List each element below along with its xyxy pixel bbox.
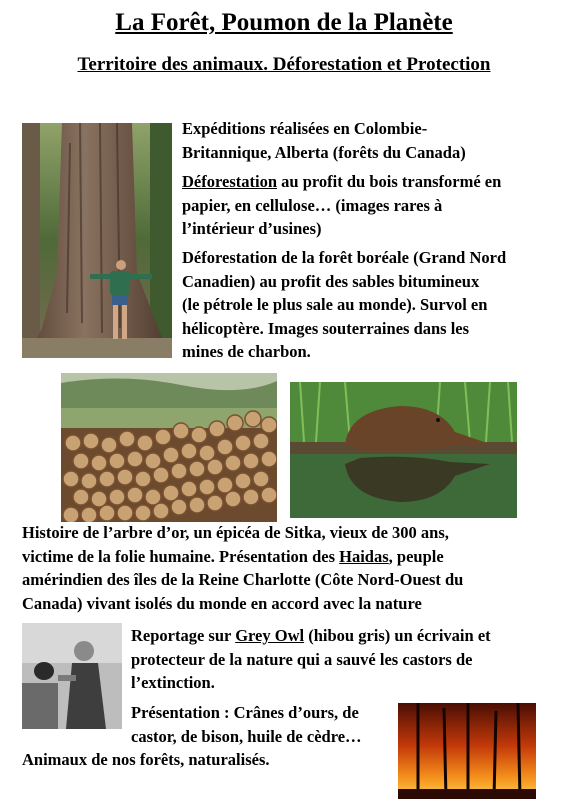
deforestation-wood-text: Déforestation au profit du bois transformé en papier, en cellulose… (images rares à l’intérieur d’usines) [182, 172, 502, 238]
forest-fire-photo [398, 703, 536, 799]
deforestation-boreal-text: Déforestation de la forêt boréale (Grand Nord Canadien) au profit des sables bitumineux (le pétrole le plus sale au monde). Survol en hélicoptère. Images souterraines dans les mines de charbon. [182, 248, 507, 361]
expeditions-text: Expéditions réalisées en Colombie- Britannique, Alberta (forêts du Canada) [182, 119, 466, 162]
haidas-link[interactable]: Haidas [339, 546, 389, 566]
beaver-photo [290, 382, 517, 518]
grey-owl-link[interactable]: Grey Owl [235, 626, 305, 645]
grey-owl-photo [22, 623, 122, 729]
presentation-animals-text: Animaux de nos forêts, naturalisés. [22, 750, 270, 769]
grey-owl-text: Reportage sur Grey Owl (hibou gris) un écrivain et protecteur de la nature qui a sauvé les castors de l’extinction. [131, 626, 491, 692]
golden-tree-text: Histoire de l’arbre d’or, un épicéa de Sitka, vieux de 300 ans, victime de la folie humaine. Présentation des Haidas, peuple amérindien des îles de la Reine Charlotte (Côte Nord-Ouest du Canada) vivant isolés du monde en accord avec la nature [22, 523, 464, 613]
presentation-intro-text: Présentation : Crânes d’ours, de castor, de bison, huile de cèdre… [131, 703, 362, 746]
giant-tree-photo [22, 123, 172, 358]
page-subtitle: Territoire des animaux. Déforestation et Protection [77, 54, 491, 75]
deforestation-keyword: Déforestation [182, 172, 278, 191]
log-pile-photo [61, 373, 277, 522]
page-title: La Forêt, Poumon de la Planète [115, 9, 453, 36]
